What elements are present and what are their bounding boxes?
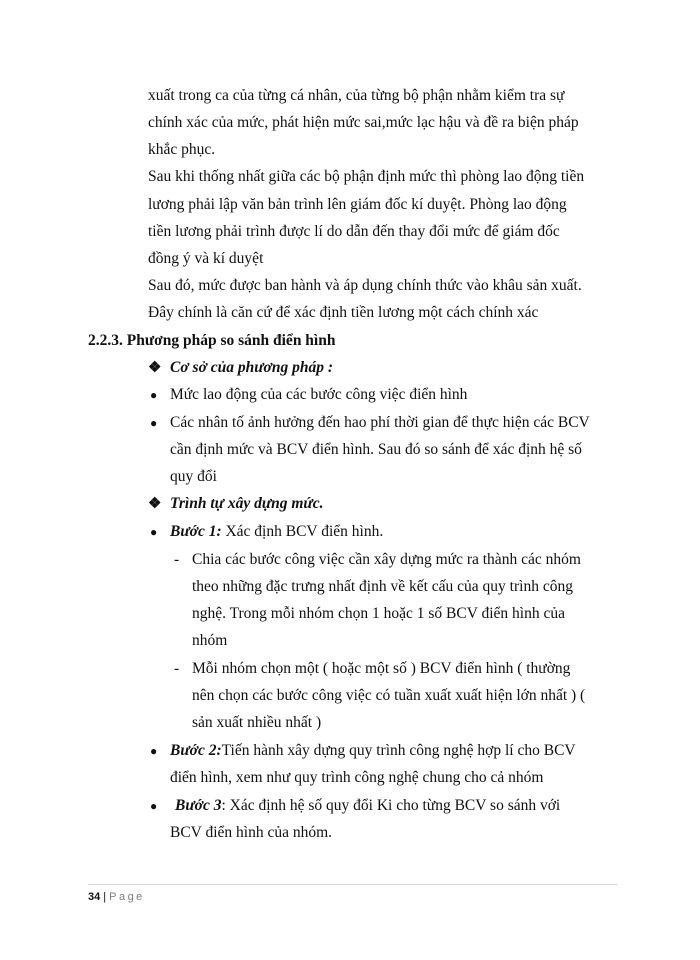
bullet-icon: ● <box>150 416 158 430</box>
sub-item: Chia các bước công việc cần xây dựng mức ra thành các nhóm <box>192 551 581 568</box>
dash-bullet: - <box>174 660 180 677</box>
diamond-bullet-icon: ❖ <box>148 496 162 512</box>
paragraph-line: xuất trong ca của từng cá nhân, của từng bộ phận nhằm kiểm tra sự <box>148 87 565 104</box>
bullet-icon: ● <box>150 799 158 813</box>
paragraph-line: Sau khi thống nhất giữa các bộ phận định mức thì phòng lao động tiền <box>148 168 585 185</box>
list-item-continuation: cần định mức và BCV điển hình. Sau đó so sánh để xác định hệ số <box>170 441 582 458</box>
procedure-title: Trình tự xây dựng mức. <box>170 495 324 512</box>
step-3-continuation: BCV điển hình của nhóm. <box>170 824 333 841</box>
step-1-label: Bước 1: <box>170 523 222 540</box>
page-label: Page <box>109 891 145 903</box>
paragraph-line: chính xác của mức, phát hiện mức sai,mức lạc hậu và đề ra biện pháp <box>148 114 579 131</box>
footer-separator: | <box>103 891 107 903</box>
bullet-icon: ● <box>150 525 158 539</box>
step-3-text: : Xác định hệ số quy đổi Ki cho từng BCV so sánh với <box>221 797 561 814</box>
bullet-icon: ● <box>150 744 158 758</box>
sub-item: Mỗi nhóm chọn một ( hoặc một số ) BCV điển hình ( thường <box>192 660 571 677</box>
sub-item-continuation: nên chọn các bước công việc có tuần xuất xuất hiện lớn nhất ) ( <box>192 687 586 704</box>
step-3 <box>175 796 560 816</box>
list-item: Các nhân tố ảnh hưởng đến hao phí thời gian để thực hiện các BCV <box>170 414 590 431</box>
list-item-continuation: quy đổi <box>170 468 217 485</box>
paragraph-line: đồng ý và kí duyệt <box>148 250 264 267</box>
step-2-continuation: điển hình, xem như quy trình công nghệ chung cho cả nhóm <box>170 769 544 786</box>
dash-bullet: - <box>174 551 180 568</box>
list-item: Mức lao động của các bước công việc điển hình <box>170 386 468 403</box>
page-footer <box>88 889 145 905</box>
sub-item-continuation: nhóm <box>192 632 228 649</box>
paragraph-line: tiền lương phải trình được lí do dẫn đến thay đổi mức để giám đốc <box>148 223 560 240</box>
footer-divider <box>88 884 618 885</box>
step-1-text: Xác định BCV điển hình. <box>221 523 384 540</box>
step-2-text: Tiến hành xây dựng quy trình công nghệ hợp lí cho BCV <box>221 742 576 759</box>
paragraph-line: lương phải lập văn bản trình lên giám đốc kí duyệt. Phòng lao động <box>148 196 567 213</box>
sub-item-continuation: nghệ. Trong mỗi nhóm chọn 1 hoặc 1 số BCV điển hình của <box>192 605 565 622</box>
step-3-label: Bước 3 <box>175 797 222 814</box>
sub-item-continuation: sản xuất nhiều nhất ) <box>192 714 322 731</box>
paragraph-line: khắc phục. <box>148 141 216 158</box>
step-2-label: Bước 2: <box>170 742 222 759</box>
step-1 <box>170 522 383 542</box>
page-number: 34 <box>88 891 101 903</box>
paragraph-line: Đây chính là căn cứ để xác định tiền lương một cách chính xác <box>148 304 539 321</box>
basis-title: Cơ sở của phương pháp : <box>170 359 334 376</box>
section-heading: 2.2.3. Phương pháp so sánh điển hình <box>88 332 336 349</box>
step-2 <box>170 741 576 761</box>
diamond-bullet-icon: ❖ <box>148 360 162 376</box>
paragraph-line: Sau đó, mức được ban hành và áp dụng chính thức vào khâu sản xuất. <box>148 277 582 294</box>
bullet-icon: ● <box>150 388 158 402</box>
sub-item-continuation: theo những đặc trưng nhất định về kết cấu của quy trình công <box>192 578 573 595</box>
